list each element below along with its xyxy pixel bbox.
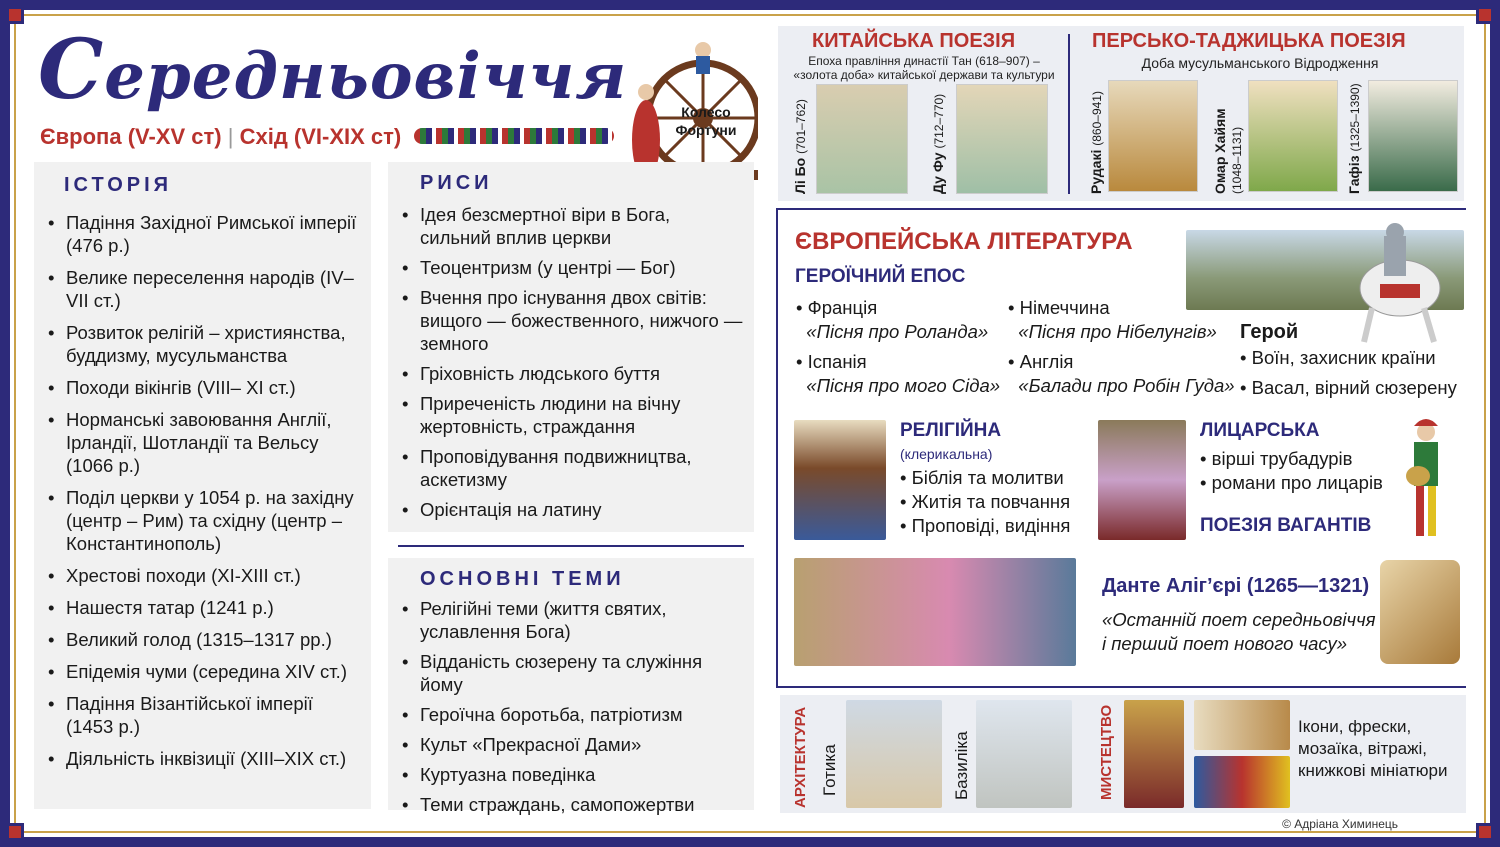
li-bo-label [792,99,808,194]
omar-khayyam-years: (1048–1131) [1230,126,1244,194]
hero-heading: Герой [1240,321,1299,343]
panel-divider [1068,34,1070,194]
list-item: • Героїчна боротьба, патріотизм [398,703,744,726]
knightly-item: • вірші трубадурів [1200,448,1353,469]
persian-poetry-subtitle: Доба мусульманського Відродження [1141,55,1379,71]
list-item: • Проповідування подвижництва, аскетизму [398,445,744,491]
copyright: © Адріана Химинець [1282,817,1398,831]
themes-list [398,597,744,816]
page-title [38,22,627,118]
religious-item: • Проповіді, видіння [900,515,1071,536]
dante-painting-image [794,558,1076,666]
history-section [34,162,371,809]
list-item: • Ідея безсмертної віри в Бога, сильний вплив церкви [398,203,744,249]
stained-glass-image [1194,756,1290,808]
list-item: • Розвиток релігій – християнства, буддизму, мусульманства [44,321,361,367]
list-item: • Відданість сюзерену та служіння йому [398,650,744,696]
li-bo-years: (701–762) [794,99,808,154]
list-item: • Епідемія чуми (середина XIV ст.) [44,660,361,683]
title-rest: ередньовіччя [104,39,628,114]
religious-item: • Біблія та молитви [900,467,1064,488]
troubadour-image [1396,418,1456,546]
list-item: • Куртуазна поведінка [398,763,744,786]
list-item: • Норманські завоювання Англії, Ірландії, Шотландії та Вельсу (1066 р.) [44,408,361,477]
li-bo-portrait [816,84,908,194]
list-item: • Великий голод (1315–1317 рр.) [44,628,361,651]
decorative-ornament [414,128,614,144]
religious-item-text: Житія та повчання [911,491,1071,512]
religious-item-text: Проповіді, видіння [911,515,1071,536]
european-bottom-divider [776,686,1466,688]
knightly-heading: ЛИЦАРСЬКА [1200,420,1320,441]
epic-work: «Балади про Робін Гуда» [1018,375,1235,396]
art-description [1298,716,1448,782]
epic-country: Іспанія [807,351,867,372]
history-heading: ІСТОРІЯ [64,174,173,196]
title-capital: С [38,22,105,118]
art-text-line: книжкові мініатюри [1298,761,1448,780]
corner-ornament [6,823,24,841]
knightly-item: • романи про лицарів [1200,472,1383,493]
hafiz-portrait [1368,80,1458,192]
epic-country: Англія [1019,351,1074,372]
art-label: МИСТЕЦТВО [1098,704,1115,800]
epic-work: «Пісня про Нібелунгів» [1018,321,1217,342]
rudaki-years: (860–941) [1090,91,1104,146]
rudaki-name: Рудакі [1088,149,1104,194]
du-fu-name: Ду Фу [930,152,946,194]
basilica-image [976,700,1072,808]
knightly-painting-image [1098,420,1186,540]
persian-poetry-heading: ПЕРСЬКО-ТАДЖИЦЬКА ПОЕЗІЯ [1092,30,1406,52]
list-item: • Падіння Візантійської імперії (1453 р.) [44,692,361,738]
corner-ornament [1476,823,1494,841]
heroic-epic-heading: ГЕРОЇЧНИЙ ЕПОС [795,266,966,287]
knightly-item-text: романи про лицарів [1211,472,1383,493]
history-list [44,211,361,770]
rudaki-label [1088,91,1104,194]
art-text-line: Ікони, фрески, [1298,717,1412,736]
chinese-subtitle-line1: Епоха правління династії Тан (618–907) – [808,54,1040,68]
religious-heading: РЕЛІГІЙНА [900,420,1002,441]
knight-image [1340,218,1458,346]
dante-heading: Данте Аліг’єрі (1265—1321) [1102,575,1370,597]
religious-subheading: (клерикальна) [900,446,993,462]
europe-period: Європа (V-XV ст) [40,124,222,149]
du-fu-portrait [956,84,1048,194]
gothic-label: Готика [820,744,839,796]
knightly-item-text: вірші трубадурів [1211,448,1353,469]
omar-khayyam-portrait [1248,80,1338,192]
du-fu-years: (712–770) [932,93,946,149]
features-list [398,203,744,521]
vagant-poetry-heading: ПОЕЗІЯ ВАГАНТІВ [1200,515,1372,536]
inferno-map-scroll-image [1380,560,1460,664]
period-separator: | [227,124,234,149]
list-item: • Поділ церкви у 1054 р. на західну (центр – Рим) та східну (центр – Константинополь) [44,486,361,555]
list-item: • Походи вікінгів (VIII– XI ст.) [44,376,361,399]
list-item: • Хрестові походи (XI-XIII ст.) [44,564,361,587]
epic-work: «Пісня про мого Сіда» [806,375,1001,396]
gothic-cathedral-image [846,700,942,808]
architecture-label: АРХІТЕКТУРА [792,706,809,808]
east-period: Схід (VI-XIX ст) [239,124,402,149]
religious-item-text: Біблія та молитви [911,467,1064,488]
list-item: • Приреченість людини на вічну жертовність, страждання [398,392,744,438]
list-item: • Релігійні теми (життя святих, уславлення Бога) [398,597,744,643]
religious-manuscript-image [794,420,886,540]
list-item: • Нашестя татар (1241 р.) [44,596,361,619]
rudaki-portrait [1108,80,1198,192]
epic-item: • Франція «Пісня про Роланда» [796,297,989,342]
list-item: • Теми страждань, самопожертви [398,793,744,816]
du-fu-label [930,94,946,194]
chinese-subtitle-line2: «золота доба» китайської держави та культури [793,68,1055,82]
period-subtitle [40,124,401,150]
hero-item-text: Васал, вірний сюзерену [1251,377,1457,398]
hafiz-years: (1325–1390) [1348,83,1362,152]
list-item: • Падіння Західної Римської імперії (476 р.) [44,211,361,257]
list-item: • Гріховність людського буття [398,362,744,385]
epic-item: • Англія «Балади про Робін Гуда» [1008,351,1235,396]
list-item: • Вчення про існування двох світів: вищого — божественного, нижчого — земного [398,286,744,355]
epic-item: • Німеччина «Пісня про Нібелунгів» [1008,297,1217,342]
corner-ornament [6,6,24,24]
omar-khayyam-name: Омар Хайям [1212,108,1228,194]
list-item: • Велике переселення народів (IV–VII ст.) [44,266,361,312]
hero-item-text: Воїн, захисник країни [1251,347,1436,368]
omar-khayyam-label [1212,108,1245,194]
section-divider [398,545,744,547]
book-miniature-image [1194,700,1290,750]
epic-item: • Іспанія «Пісня про мого Сіда» [796,351,1001,396]
list-item: • Діяльність інквізиції (XIII–XIX ст.) [44,747,361,770]
themes-section [388,558,754,815]
epic-country: Німеччина [1019,297,1110,318]
hero-item: • Воїн, захисник країни [1240,347,1436,368]
dante-quote-line2: і перший поет нового часу» [1102,633,1347,654]
list-item: • Культ «Прекрасної Дами» [398,733,744,756]
religious-item: • Житія та повчання [900,491,1071,512]
chinese-poetry-subtitle [782,54,1066,82]
list-item: • Орієнтація на латину [398,498,744,521]
hafiz-name: Гафіз [1346,155,1362,194]
list-item: • Теоцентризм (у центрі — Бог) [398,256,744,279]
li-bo-name: Лі Бо [792,157,808,194]
features-heading: РИСИ [420,172,493,194]
epic-work: «Пісня про Роланда» [806,321,989,342]
wheel-of-fortune-label: Колесо Фортуни [675,104,737,138]
dante-quote-line1: «Останній поет середньовіччя [1102,609,1376,630]
hero-item: • Васал, вірний сюзерену [1240,377,1457,398]
hafiz-label [1346,83,1362,194]
european-literature-heading: ЄВРОПЕЙСЬКА ЛІТЕРАТУРА [795,228,1133,255]
features-section [388,162,754,532]
epic-country: Франція [807,297,878,318]
basilica-label: Базиліка [952,731,971,800]
icon-painting-image [1124,700,1184,808]
themes-heading: ОСНОВНІ ТЕМИ [420,568,625,590]
corner-ornament [1476,6,1494,24]
chinese-poetry-heading: КИТАЙСЬКА ПОЕЗІЯ [812,30,1016,52]
art-text-line: мозаїка, вітражі, [1298,739,1428,758]
